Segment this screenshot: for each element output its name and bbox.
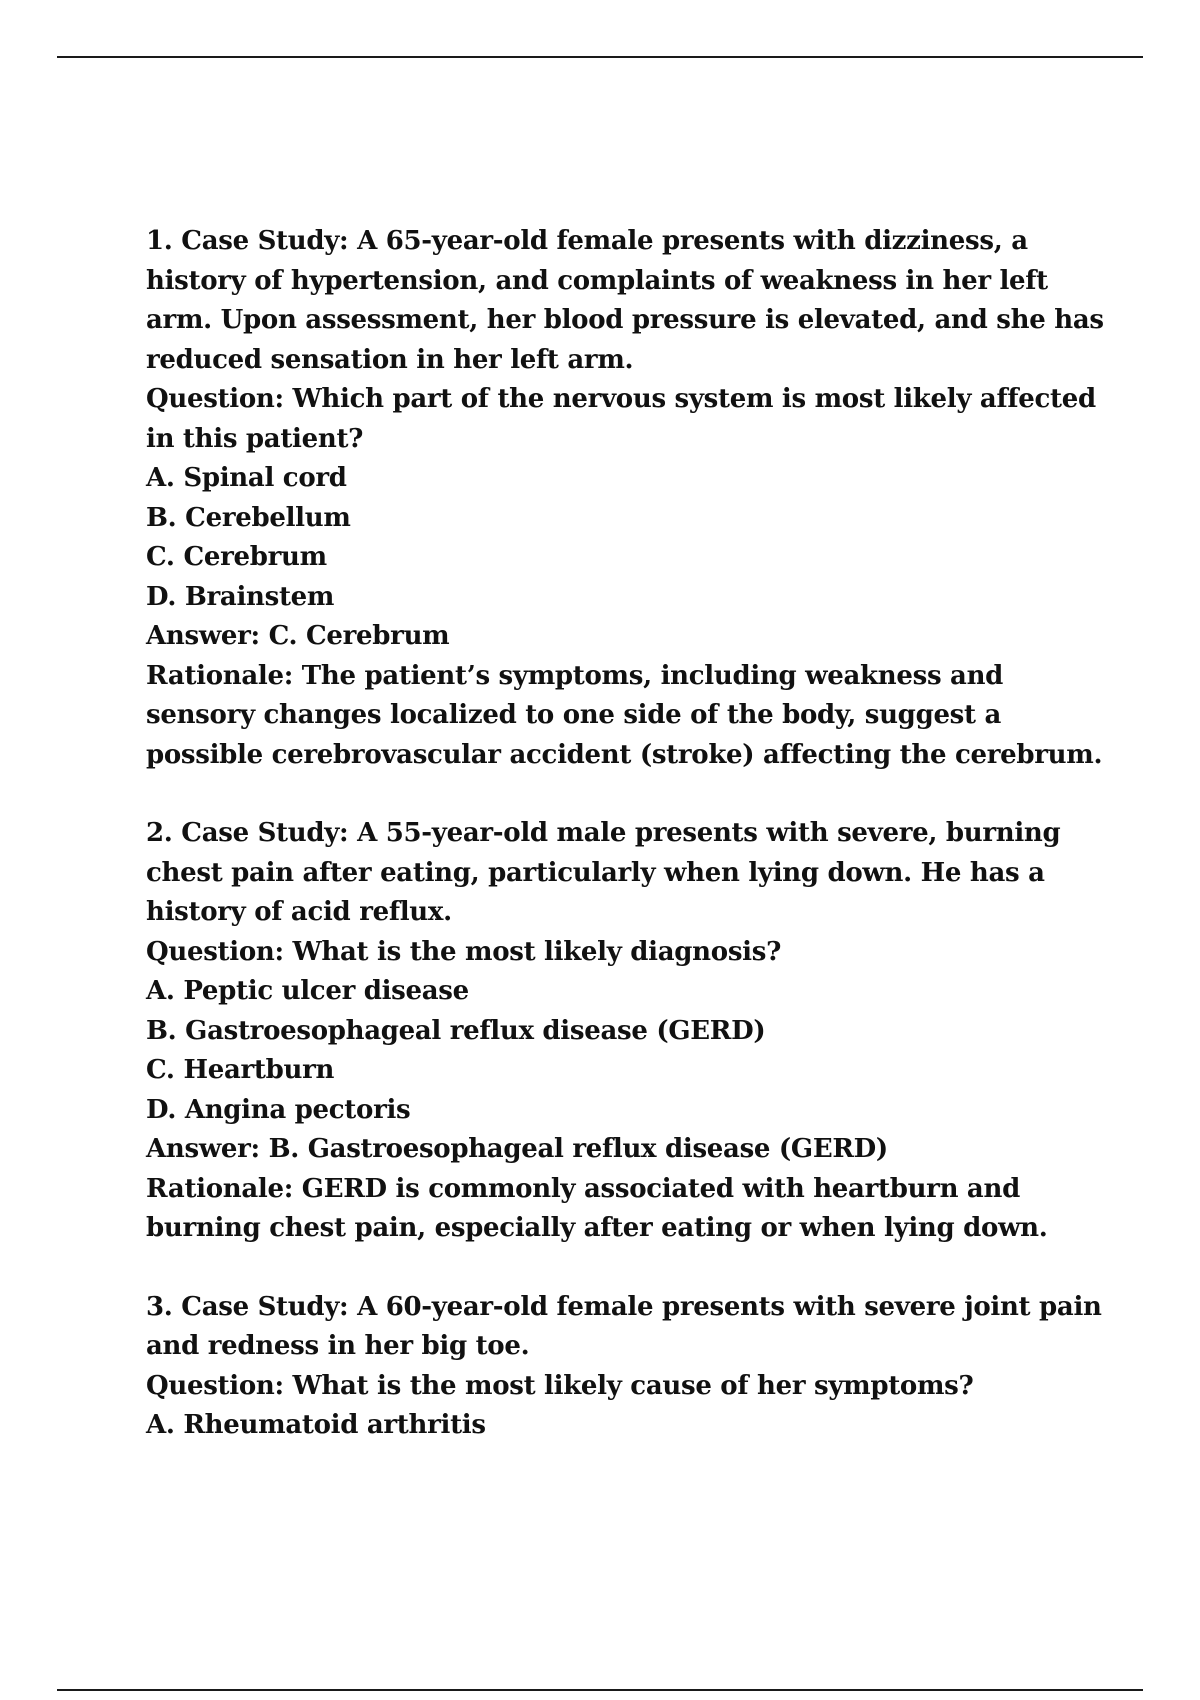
case-study-text: 2. Case Study: A 55-year-old male presents with severe, burning chest pain after eating, particularly when lying down. He has a history of acid reflux.	[146, 818, 1061, 927]
answer-text: Answer: C. Cerebrum	[146, 621, 450, 651]
footer-rule	[57, 1689, 1143, 1691]
option-d: D. Brainstem	[146, 581, 335, 612]
rationale-text: Rationale: GERD is commonly associated with heartburn and burning chest pain, especially after eating or when lying down.	[146, 1173, 1048, 1243]
answer-text: Answer: B. Gastroesophageal reflux disease (GERD)	[146, 1134, 888, 1164]
question-text: Question: What is the most likely diagnosis?	[146, 936, 782, 967]
case-study-text: 1. Case Study: A 65-year-old female presents with dizziness, a history of hypertension, and complaints of weakness in her left arm. Upon assessment, her blood pressure is elevated, and she has reduced sensation in her left arm.	[146, 226, 1104, 375]
option-a: A. Peptic ulcer disease	[146, 976, 469, 1006]
option-a: A. Spinal cord	[146, 463, 347, 493]
option-b: B. Cerebellum	[146, 502, 351, 533]
document-body	[146, 222, 1106, 1485]
header-rule	[57, 56, 1143, 58]
option-a: A. Rheumatoid arthritis	[146, 1410, 486, 1440]
question-text: Question: What is the most likely cause of her symptoms?	[146, 1370, 974, 1401]
question-text: Question: Which part of the nervous system is most likely affected in this patient?	[146, 384, 1096, 454]
option-c: C. Cerebrum	[146, 542, 327, 572]
option-c: C. Heartburn	[146, 1055, 335, 1085]
question-block-1	[146, 222, 1106, 775]
rationale-text: Rationale: The patient’s symptoms, including weakness and sensory changes localized to one side of the body, suggest a possible cerebrovascular accident (stroke) affecting the cerebrum.	[146, 660, 1103, 770]
option-b: B. Gastroesophageal reflux disease (GERD)	[146, 1015, 766, 1046]
case-study-text: 3. Case Study: A 60-year-old female presents with severe joint pain and redness in her big toe.	[146, 1291, 1102, 1361]
option-d: D. Angina pectoris	[146, 1094, 411, 1125]
question-block-3	[146, 1288, 1106, 1446]
question-block-2	[146, 814, 1106, 1249]
